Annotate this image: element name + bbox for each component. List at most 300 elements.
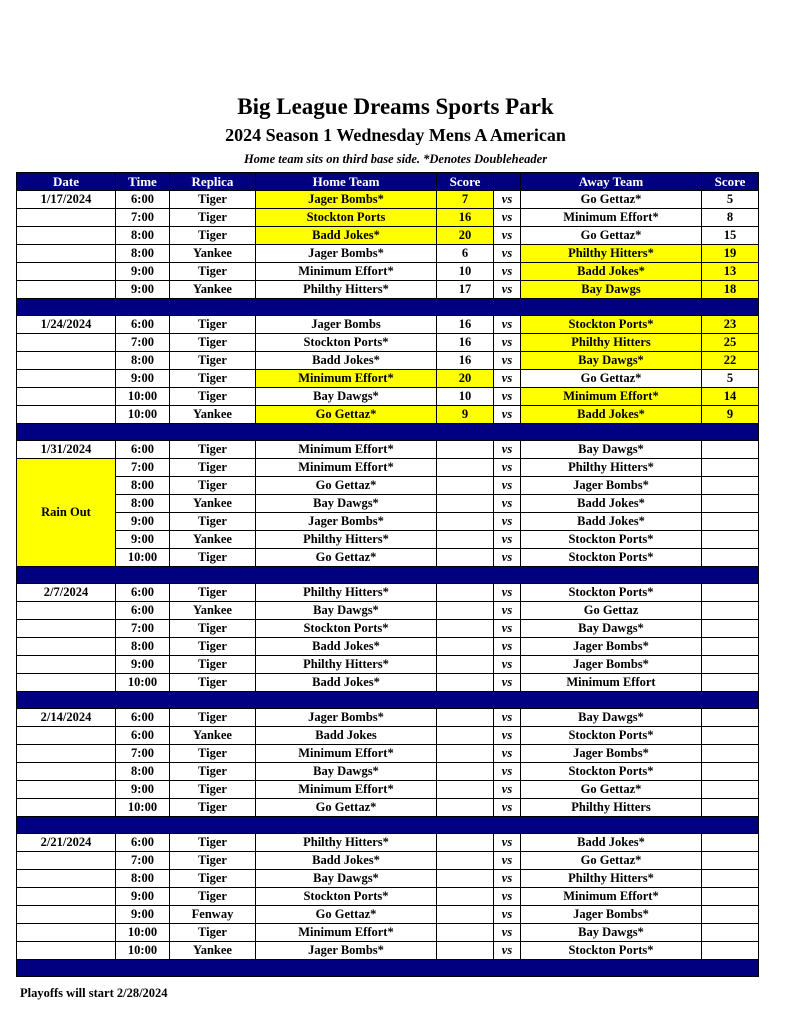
table-row [17,227,759,245]
table-row [17,477,759,495]
home-score-cell: 16 [437,209,494,227]
vs-cell: vs [494,263,521,281]
home-team-cell: Bay Dawgs* [256,763,437,781]
replica-cell: Tiger [170,834,256,852]
table-row [17,924,759,942]
away-score-cell: 9 [702,406,759,424]
table-row [17,888,759,906]
week-separator-cell [17,299,759,316]
table-row [17,459,759,477]
date-cell [17,281,116,299]
away-team-cell: Stockton Ports* [521,942,702,960]
away-score-cell [702,531,759,549]
time-cell: 9:00 [116,513,170,531]
date-cell: 2/21/2024 [17,834,116,852]
away-score-cell: 13 [702,263,759,281]
away-team-cell: Jager Bombs* [521,745,702,763]
time-cell: 8:00 [116,638,170,656]
home-team-cell: Badd Jokes* [256,852,437,870]
replica-cell: Tiger [170,924,256,942]
table-row [17,334,759,352]
time-cell: 8:00 [116,227,170,245]
time-cell: 8:00 [116,763,170,781]
date-cell [17,352,116,370]
replica-cell: Fenway [170,906,256,924]
away-team-cell: Minimum Effort [521,674,702,692]
date-cell [17,852,116,870]
table-row [17,406,759,424]
away-score-cell [702,870,759,888]
away-score-cell: 8 [702,209,759,227]
away-team-cell: Go Gettaz* [521,227,702,245]
home-team-cell: Go Gettaz* [256,477,437,495]
away-score-cell [702,745,759,763]
vs-cell: vs [494,406,521,424]
table-row [17,209,759,227]
time-cell: 9:00 [116,656,170,674]
date-cell [17,388,116,406]
replica-cell: Tiger [170,227,256,245]
col-header-vs [494,173,521,191]
time-cell: 10:00 [116,924,170,942]
vs-cell: vs [494,388,521,406]
date-cell: 1/31/2024 [17,441,116,459]
table-row [17,281,759,299]
home-team-cell: Minimum Effort* [256,263,437,281]
table-row [17,549,759,567]
home-score-cell [437,781,494,799]
away-team-cell: Bay Dawgs* [521,352,702,370]
time-cell: 9:00 [116,281,170,299]
home-score-cell: 16 [437,334,494,352]
time-cell: 8:00 [116,352,170,370]
col-header-away-team: Away Team [521,173,702,191]
home-score-cell [437,477,494,495]
away-score-cell [702,459,759,477]
vs-cell: vs [494,352,521,370]
table-row [17,674,759,692]
away-team-cell: Philthy Hitters* [521,870,702,888]
col-header-time: Time [116,173,170,191]
replica-cell: Tiger [170,352,256,370]
replica-cell: Tiger [170,745,256,763]
away-score-cell [702,799,759,817]
table-row [17,727,759,745]
home-score-cell [437,888,494,906]
home-team-cell: Go Gettaz* [256,906,437,924]
week-separator [17,692,759,709]
home-score-cell [437,441,494,459]
vs-cell: vs [494,227,521,245]
replica-cell: Tiger [170,656,256,674]
home-score-cell: 9 [437,406,494,424]
away-score-cell [702,584,759,602]
home-team-cell: Badd Jokes* [256,352,437,370]
vs-cell: vs [494,834,521,852]
replica-cell: Tiger [170,799,256,817]
date-cell [17,799,116,817]
replica-cell: Yankee [170,495,256,513]
date-cell [17,638,116,656]
vs-cell: vs [494,638,521,656]
home-team-cell: Stockton Ports* [256,888,437,906]
home-team-cell: Jager Bombs* [256,709,437,727]
away-score-cell: 14 [702,388,759,406]
home-team-cell: Stockton Ports* [256,334,437,352]
replica-cell: Tiger [170,441,256,459]
replica-cell: Tiger [170,763,256,781]
time-cell: 10:00 [116,406,170,424]
time-cell: 7:00 [116,459,170,477]
table-row [17,602,759,620]
away-team-cell: Bay Dawgs* [521,709,702,727]
home-score-cell [437,638,494,656]
date-cell [17,370,116,388]
table-row [17,870,759,888]
vs-cell: vs [494,245,521,263]
away-team-cell: Bay Dawgs* [521,441,702,459]
vs-cell: vs [494,531,521,549]
away-team-cell: Stockton Ports* [521,727,702,745]
away-score-cell: 15 [702,227,759,245]
replica-cell: Tiger [170,459,256,477]
table-row [17,584,759,602]
replica-cell: Tiger [170,477,256,495]
away-team-cell: Badd Jokes* [521,263,702,281]
time-cell: 10:00 [116,942,170,960]
replica-cell: Tiger [170,209,256,227]
vs-cell: vs [494,602,521,620]
vs-cell: vs [494,316,521,334]
vs-cell: vs [494,781,521,799]
table-row [17,906,759,924]
away-team-cell: Stockton Ports* [521,531,702,549]
time-cell: 6:00 [116,727,170,745]
vs-cell: vs [494,656,521,674]
col-header-date: Date [17,173,116,191]
home-score-cell [437,549,494,567]
time-cell: 9:00 [116,781,170,799]
away-team-cell: Badd Jokes* [521,513,702,531]
date-cell [17,906,116,924]
home-team-cell: Philthy Hitters* [256,656,437,674]
home-score-cell [437,709,494,727]
away-score-cell [702,852,759,870]
rain-out-cell: Rain Out [17,459,116,567]
away-team-cell: Jager Bombs* [521,656,702,674]
away-team-cell: Bay Dawgs [521,281,702,299]
away-score-cell [702,441,759,459]
home-score-cell [437,924,494,942]
away-score-cell [702,620,759,638]
vs-cell: vs [494,888,521,906]
home-score-cell [437,763,494,781]
home-team-cell: Jager Bombs* [256,191,437,209]
time-cell: 6:00 [116,191,170,209]
away-team-cell: Jager Bombs* [521,477,702,495]
away-score-cell: 23 [702,316,759,334]
home-score-cell: 16 [437,352,494,370]
time-cell: 10:00 [116,388,170,406]
week-separator-cell [17,960,759,977]
away-team-cell: Philthy Hitters* [521,245,702,263]
date-cell [17,781,116,799]
replica-cell: Tiger [170,638,256,656]
table-row [17,263,759,281]
home-score-cell: 20 [437,370,494,388]
table-row [17,388,759,406]
vs-cell: vs [494,674,521,692]
time-cell: 9:00 [116,906,170,924]
away-team-cell: Philthy Hitters [521,799,702,817]
replica-cell: Tiger [170,388,256,406]
table-row [17,745,759,763]
away-team-cell: Badd Jokes* [521,834,702,852]
home-team-cell: Minimum Effort* [256,370,437,388]
table-row [17,352,759,370]
home-team-cell: Philthy Hitters* [256,531,437,549]
home-score-cell [437,656,494,674]
vs-cell: vs [494,191,521,209]
home-team-cell: Jager Bombs* [256,245,437,263]
home-score-cell [437,834,494,852]
away-team-cell: Stockton Ports* [521,316,702,334]
vs-cell: vs [494,459,521,477]
away-team-cell: Stockton Ports* [521,584,702,602]
date-cell: 2/7/2024 [17,584,116,602]
vs-cell: vs [494,870,521,888]
replica-cell: Tiger [170,191,256,209]
table-row [17,656,759,674]
date-cell [17,674,116,692]
replica-cell: Tiger [170,370,256,388]
schedule-table [16,172,759,977]
replica-cell: Tiger [170,334,256,352]
vs-cell: vs [494,906,521,924]
date-cell [17,263,116,281]
away-team-cell: Philthy Hitters* [521,459,702,477]
replica-cell: Tiger [170,263,256,281]
vs-cell: vs [494,281,521,299]
table-row [17,531,759,549]
date-cell [17,656,116,674]
date-cell: 2/14/2024 [17,709,116,727]
home-score-cell: 6 [437,245,494,263]
away-score-cell [702,709,759,727]
replica-cell: Yankee [170,531,256,549]
away-score-cell [702,888,759,906]
schedule-note: Home team sits on third base side. *Denotes Doubleheader [243,152,548,166]
time-cell: 9:00 [116,263,170,281]
vs-cell: vs [494,727,521,745]
replica-cell: Tiger [170,781,256,799]
home-team-cell: Bay Dawgs* [256,602,437,620]
header-row [17,173,759,191]
replica-cell: Tiger [170,674,256,692]
replica-cell: Tiger [170,584,256,602]
time-cell: 8:00 [116,477,170,495]
table-row [17,370,759,388]
home-team-cell: Philthy Hitters* [256,584,437,602]
vs-cell: vs [494,620,521,638]
time-cell: 6:00 [116,709,170,727]
home-team-cell: Bay Dawgs* [256,495,437,513]
away-score-cell: 25 [702,334,759,352]
home-score-cell: 10 [437,388,494,406]
replica-cell: Yankee [170,727,256,745]
home-score-cell: 10 [437,263,494,281]
away-score-cell [702,924,759,942]
vs-cell: vs [494,584,521,602]
home-team-cell: Bay Dawgs* [256,870,437,888]
home-team-cell: Jager Bombs [256,316,437,334]
date-cell [17,763,116,781]
away-score-cell: 5 [702,370,759,388]
vs-cell: vs [494,441,521,459]
away-team-cell: Bay Dawgs* [521,620,702,638]
home-score-cell: 7 [437,191,494,209]
vs-cell: vs [494,745,521,763]
home-score-cell [437,513,494,531]
away-team-cell: Stockton Ports* [521,549,702,567]
date-cell [17,209,116,227]
time-cell: 9:00 [116,370,170,388]
away-team-cell: Go Gettaz* [521,852,702,870]
time-cell: 7:00 [116,852,170,870]
replica-cell: Yankee [170,406,256,424]
away-team-cell: Go Gettaz* [521,191,702,209]
week-separator-cell [17,817,759,834]
away-score-cell [702,942,759,960]
week-separator [17,299,759,316]
time-cell: 10:00 [116,799,170,817]
week-separator [17,817,759,834]
time-cell: 6:00 [116,834,170,852]
away-score-cell [702,656,759,674]
vs-cell: vs [494,709,521,727]
replica-cell: Tiger [170,870,256,888]
home-score-cell: 16 [437,316,494,334]
time-cell: 7:00 [116,745,170,763]
replica-cell: Tiger [170,620,256,638]
time-cell: 8:00 [116,495,170,513]
home-team-cell: Minimum Effort* [256,459,437,477]
replica-cell: Tiger [170,852,256,870]
col-header-replica: Replica [170,173,256,191]
away-team-cell: Minimum Effort* [521,388,702,406]
time-cell: 6:00 [116,316,170,334]
home-score-cell [437,602,494,620]
home-team-cell: Badd Jokes* [256,227,437,245]
home-score-cell [437,584,494,602]
table-row [17,620,759,638]
table-row [17,852,759,870]
page-title: Big League Dreams Sports Park [237,94,554,119]
time-cell: 7:00 [116,620,170,638]
home-team-cell: Stockton Ports [256,209,437,227]
away-score-cell [702,638,759,656]
away-score-cell [702,477,759,495]
away-team-cell: Philthy Hitters [521,334,702,352]
replica-cell: Yankee [170,245,256,263]
home-team-cell: Jager Bombs* [256,513,437,531]
time-cell: 8:00 [116,870,170,888]
away-team-cell: Stockton Ports* [521,763,702,781]
time-cell: 10:00 [116,674,170,692]
vs-cell: vs [494,799,521,817]
replica-cell: Tiger [170,549,256,567]
home-score-cell [437,620,494,638]
away-score-cell [702,763,759,781]
away-score-cell: 19 [702,245,759,263]
week-separator [17,567,759,584]
table-row [17,942,759,960]
replica-cell: Yankee [170,602,256,620]
date-cell [17,870,116,888]
table-row [17,638,759,656]
home-score-cell [437,870,494,888]
away-score-cell [702,781,759,799]
home-score-cell [437,942,494,960]
week-separator-cell [17,692,759,709]
away-team-cell: Go Gettaz* [521,781,702,799]
home-team-cell: Go Gettaz* [256,799,437,817]
date-cell: 1/24/2024 [17,316,116,334]
vs-cell: vs [494,852,521,870]
time-cell: 7:00 [116,334,170,352]
replica-cell: Yankee [170,281,256,299]
away-team-cell: Bay Dawgs* [521,924,702,942]
time-cell: 7:00 [116,209,170,227]
date-cell [17,406,116,424]
away-score-cell [702,495,759,513]
home-team-cell: Bay Dawgs* [256,388,437,406]
table-row [17,781,759,799]
home-score-cell: 17 [437,281,494,299]
table-row [17,441,759,459]
table-row [17,245,759,263]
away-score-cell [702,727,759,745]
home-team-cell: Badd Jokes [256,727,437,745]
date-cell [17,942,116,960]
table-row [17,495,759,513]
page-subtitle: 2024 Season 1 Wednesday Mens A American [225,125,566,145]
home-score-cell [437,495,494,513]
replica-cell: Tiger [170,513,256,531]
replica-cell: Tiger [170,709,256,727]
time-cell: 9:00 [116,531,170,549]
home-team-cell: Go Gettaz* [256,549,437,567]
replica-cell: Tiger [170,888,256,906]
away-team-cell: Minimum Effort* [521,209,702,227]
home-team-cell: Minimum Effort* [256,441,437,459]
away-team-cell: Badd Jokes* [521,406,702,424]
date-cell [17,602,116,620]
date-cell [17,924,116,942]
away-score-cell [702,834,759,852]
home-team-cell: Stockton Ports* [256,620,437,638]
schedule-body [17,191,759,977]
away-team-cell: Go Gettaz [521,602,702,620]
table-row [17,834,759,852]
home-score-cell: 20 [437,227,494,245]
time-cell: 6:00 [116,441,170,459]
week-separator-cell [17,424,759,441]
away-team-cell: Jager Bombs* [521,906,702,924]
home-score-cell [437,459,494,477]
away-score-cell [702,602,759,620]
replica-cell: Yankee [170,942,256,960]
